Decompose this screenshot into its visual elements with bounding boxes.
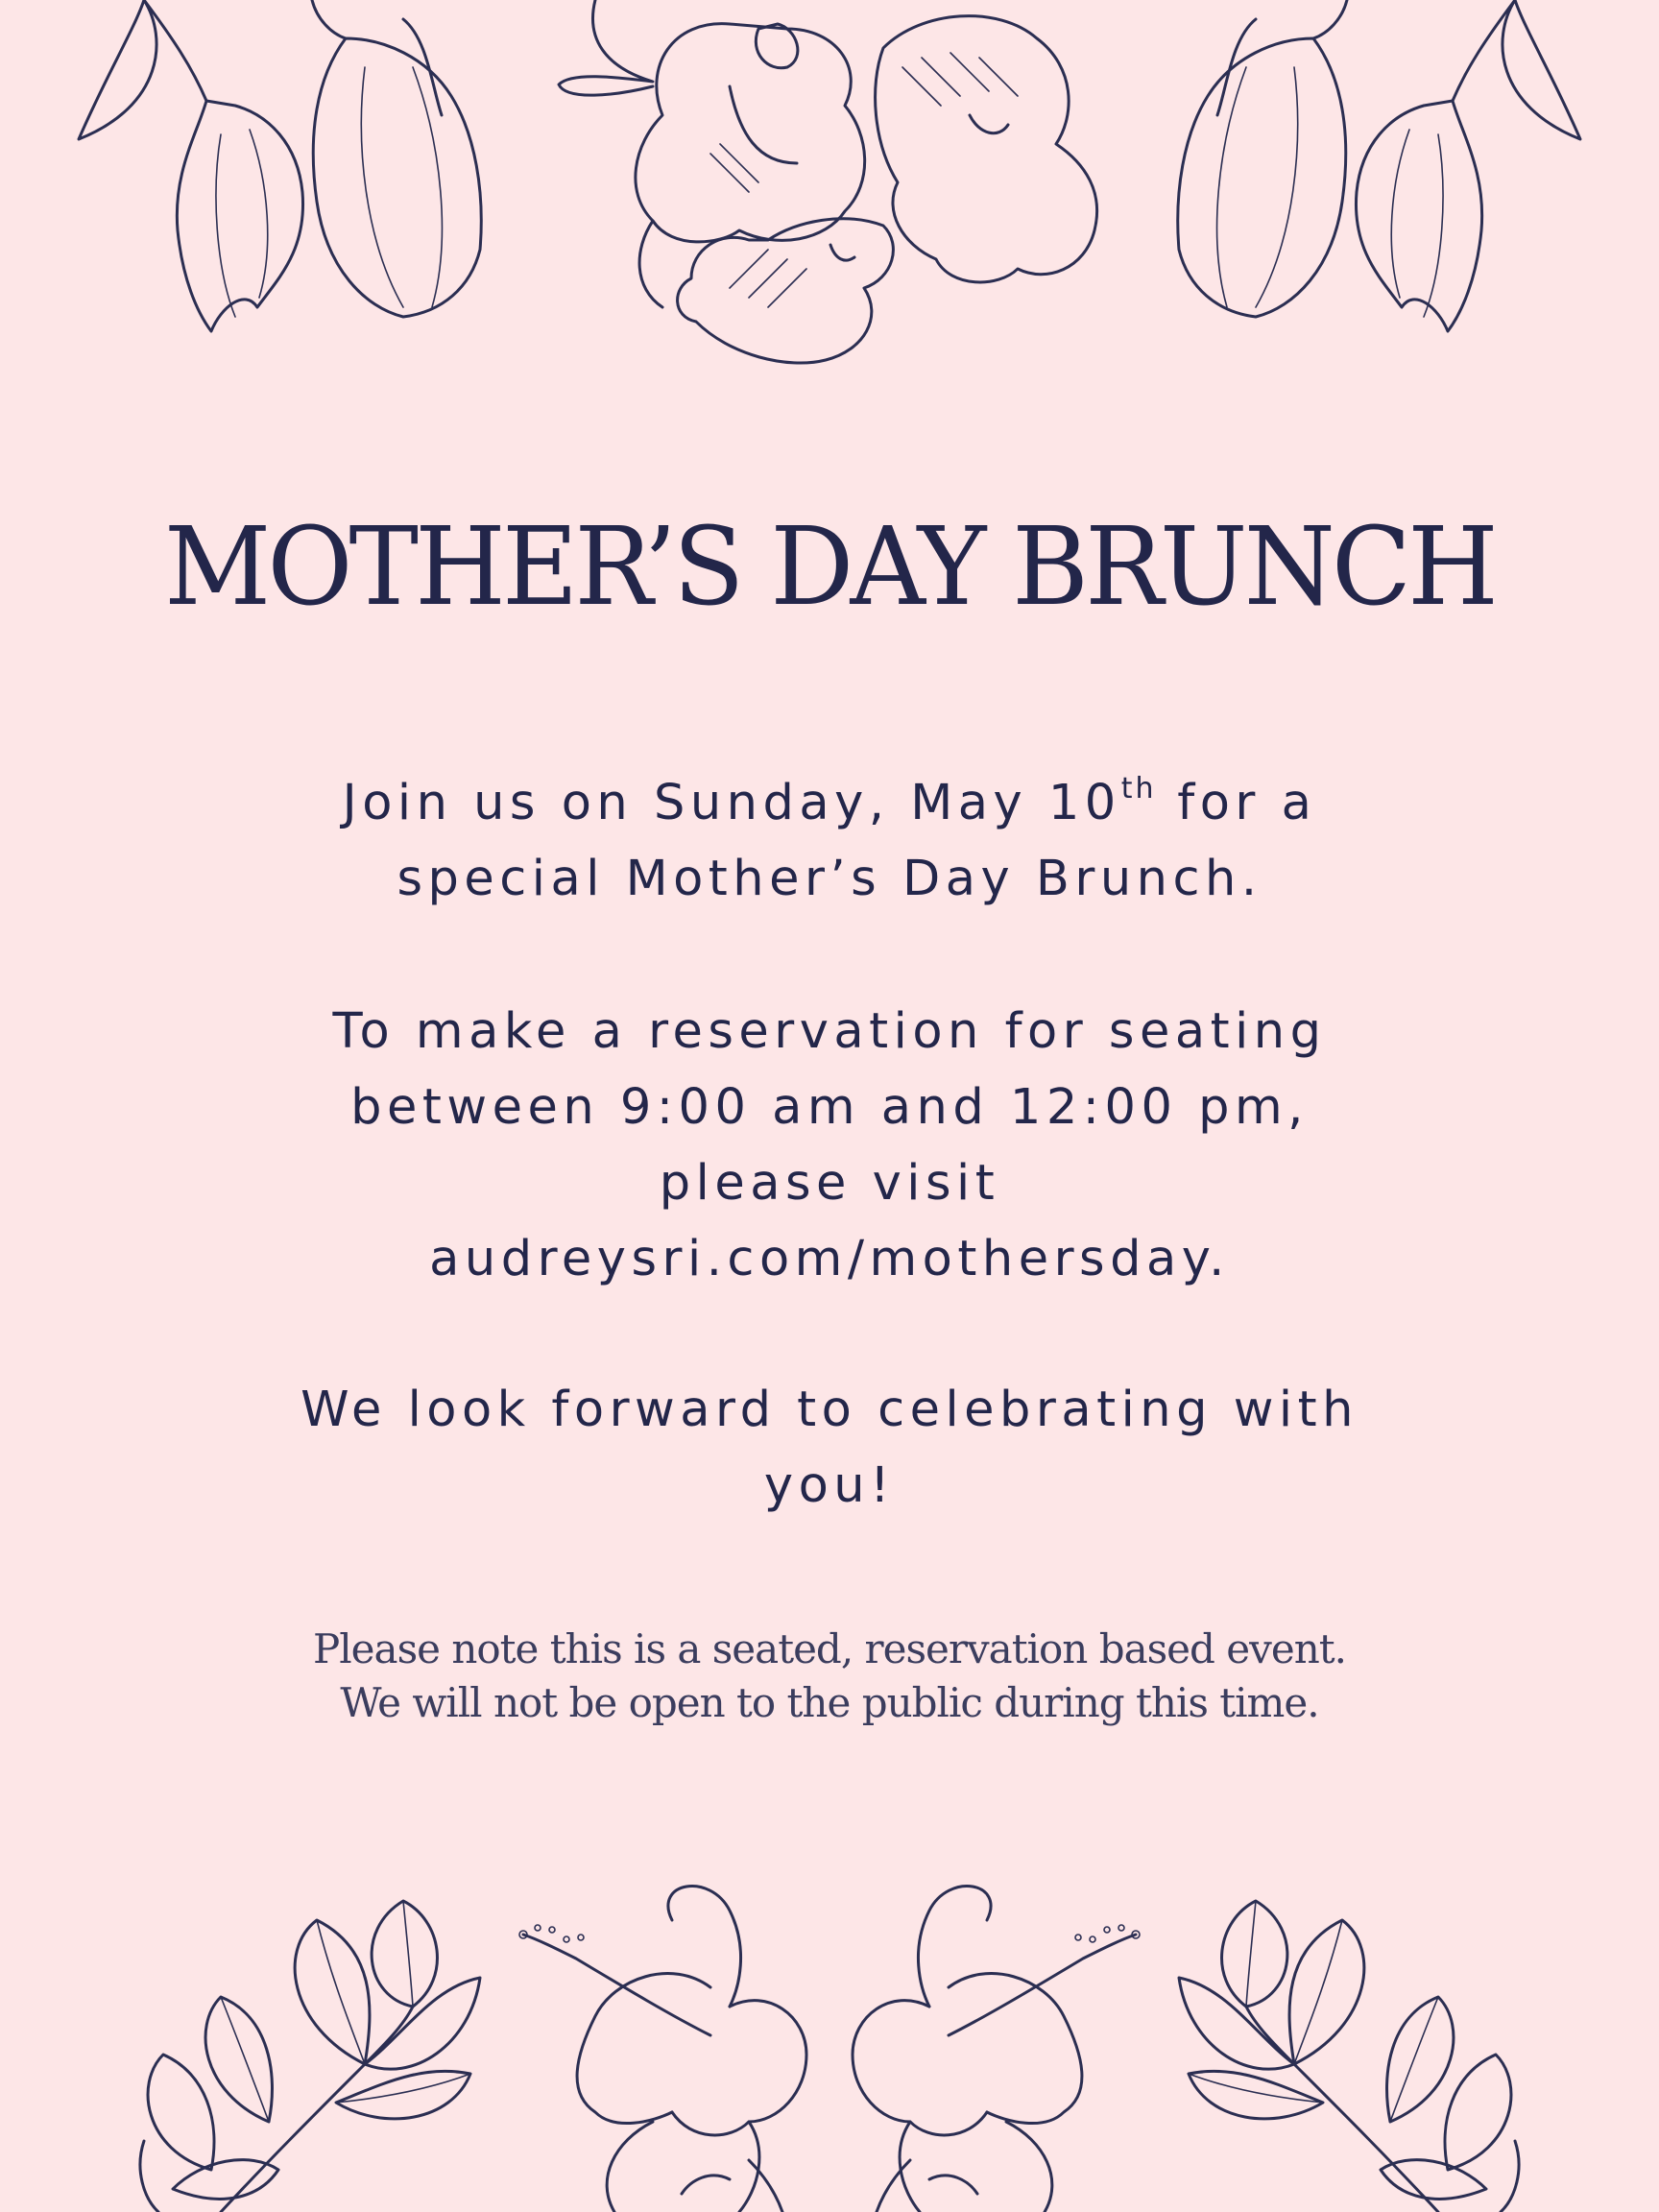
closing-line-1: We look forward to celebrating with xyxy=(301,1382,1358,1438)
leaf-sprig-icon xyxy=(1179,1901,1519,2212)
invite-line-1 xyxy=(0,765,1659,841)
top-floral-illustration xyxy=(0,0,1659,384)
invite-line-2: special Mother’s Day Brunch. xyxy=(397,851,1262,907)
reservation-line-3: please visit xyxy=(659,1155,1000,1212)
note-line-1: Please note this is a seated, reservation based event. xyxy=(312,1625,1346,1672)
reservation-line-2: between 9:00 am and 12:00 pm, xyxy=(350,1079,1309,1136)
date-ordinal-suffix: th xyxy=(1120,772,1157,805)
reservation-url[interactable]: audreysri.com/mothersday. xyxy=(429,1231,1230,1287)
invite-line-1-end: for a xyxy=(1156,775,1317,831)
invite-message xyxy=(0,765,1659,917)
event-note xyxy=(0,1623,1659,1730)
note-line-2: We will not be open to the public during this time. xyxy=(340,1679,1319,1726)
reservation-line-1: To make a reservation for seating xyxy=(332,1003,1327,1060)
invite-date-text: Join us on Sunday, May 10 xyxy=(342,775,1121,831)
closing-message xyxy=(0,1372,1659,1524)
hibiscus-icon xyxy=(519,1887,806,2212)
bottom-floral-illustration xyxy=(0,1882,1659,2212)
hanging-bud-icon xyxy=(79,0,481,331)
closing-line-2: you! xyxy=(763,1457,896,1514)
hanging-bud-icon xyxy=(1178,0,1580,331)
pansy-cluster-icon xyxy=(559,0,1097,363)
leaf-sprig-icon xyxy=(140,1901,480,2212)
hibiscus-icon xyxy=(853,1887,1140,2212)
reservation-message xyxy=(0,994,1659,1297)
poster-title: MOTHER’S DAY BRUNCH xyxy=(164,505,1495,630)
